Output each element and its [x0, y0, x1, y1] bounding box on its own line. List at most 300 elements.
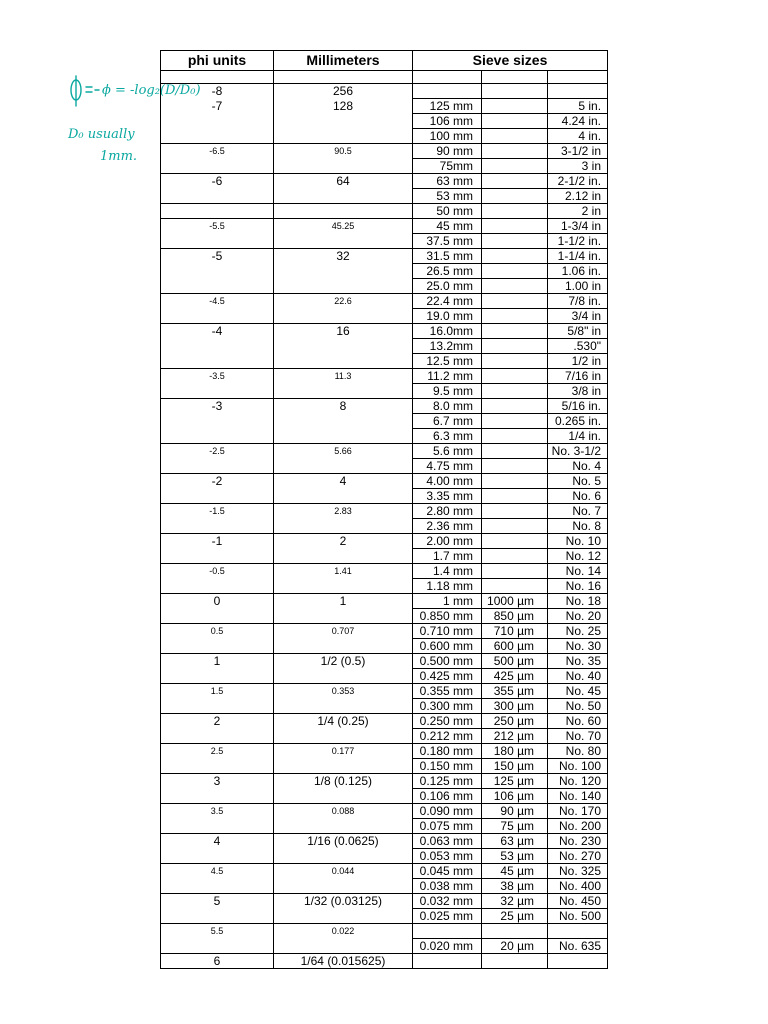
phi-cell: -4 [161, 324, 274, 339]
sieve-no-cell: No. 270 [548, 849, 608, 864]
phi-cell: -7 [161, 99, 274, 114]
sieve-no-cell: No. 4 [548, 459, 608, 474]
table-row [161, 444, 608, 459]
sieve-um-cell: 25 µm [482, 909, 548, 924]
phi-cell: 4.5 [161, 864, 274, 879]
sieve-mm-cell: 0.212 mm [413, 729, 482, 744]
sieve-no-cell: 1-1/4 in. [548, 249, 608, 264]
table-row [161, 624, 608, 639]
sieve-mm-cell: 0.125 mm [413, 774, 482, 789]
mm-cell [274, 549, 413, 564]
table-row [161, 954, 608, 969]
phi-cell [161, 354, 274, 369]
sieve-mm-cell: 4.75 mm [413, 459, 482, 474]
sieve-mm-cell: 19.0 mm [413, 309, 482, 324]
mm-cell [274, 789, 413, 804]
mm-cell [274, 909, 413, 924]
table-row [161, 879, 608, 894]
mm-cell [274, 819, 413, 834]
sieve-um-cell [482, 264, 548, 279]
sieve-mm-cell [413, 954, 482, 969]
phi-cell [161, 819, 274, 834]
sieve-um-cell: 710 µm [482, 624, 548, 639]
mm-cell: 1/4 (0.25) [274, 714, 413, 729]
phi-cell: 1 [161, 654, 274, 669]
mm-cell: 1 [274, 594, 413, 609]
table-row [161, 429, 608, 444]
mm-cell: 11.3 [274, 369, 413, 384]
note-line2: D₀ usually [68, 127, 135, 142]
sieve-mm-cell: 2.36 mm [413, 519, 482, 534]
sieve-mm-cell: 1.4 mm [413, 564, 482, 579]
table-row [161, 339, 608, 354]
sieve-mm-cell: 2.80 mm [413, 504, 482, 519]
mm-cell: 8 [274, 399, 413, 414]
table-row [161, 744, 608, 759]
sieve-no-cell: No. 25 [548, 624, 608, 639]
sieve-no-cell: No. 70 [548, 729, 608, 744]
phi-cell [161, 459, 274, 474]
sieve-mm-cell: 11.2 mm [413, 369, 482, 384]
table-row [161, 864, 608, 879]
mm-cell: 0.044 [274, 864, 413, 879]
phi-cell [161, 234, 274, 249]
sieve-mm-cell: 1.7 mm [413, 549, 482, 564]
sieve-um-cell [482, 399, 548, 414]
mm-cell: 0.088 [274, 804, 413, 819]
sieve-no-cell: No. 40 [548, 669, 608, 684]
sieve-mm-cell: 0.020 mm [413, 939, 482, 954]
sieve-mm-cell: 100 mm [413, 129, 482, 144]
table-row [161, 849, 608, 864]
table-row [161, 564, 608, 579]
sieve-um-cell [482, 189, 548, 204]
sieve-no-cell: No. 10 [548, 534, 608, 549]
sieve-no-cell: 5/8" in [548, 324, 608, 339]
mm-cell [274, 114, 413, 129]
mm-cell: 2 [274, 534, 413, 549]
phi-cell: -6 [161, 174, 274, 189]
phi-cell [161, 789, 274, 804]
sieve-um-cell: 53 µm [482, 849, 548, 864]
phi-cell [161, 939, 274, 954]
sieve-um-cell [482, 459, 548, 474]
mm-cell [274, 159, 413, 174]
sieve-mm-cell: 0.355 mm [413, 684, 482, 699]
sieve-no-cell: No. 500 [548, 909, 608, 924]
sieve-um-cell [482, 534, 548, 549]
sieve-no-cell: 2-1/2 in. [548, 174, 608, 189]
note-line3: 1mm. [100, 149, 138, 164]
phi-cell [161, 204, 274, 219]
phi-cell: -2 [161, 474, 274, 489]
phi-cell [161, 384, 274, 399]
sieve-no-cell: No. 5 [548, 474, 608, 489]
sieve-no-cell: 5 in. [548, 99, 608, 114]
mm-cell [274, 204, 413, 219]
sieve-mm-cell: 0.150 mm [413, 759, 482, 774]
phi-cell: -1.5 [161, 504, 274, 519]
phi-cell: -5 [161, 249, 274, 264]
phi-cell [161, 414, 274, 429]
mm-cell: 16 [274, 324, 413, 339]
note-formula: ϕ = -log₂(D/D₀) [102, 83, 201, 98]
phi-cell: 3.5 [161, 804, 274, 819]
phi-cell [161, 114, 274, 129]
sieve-mm-cell: 2.00 mm [413, 534, 482, 549]
sieve-no-cell: No. 120 [548, 774, 608, 789]
sieve-no-cell: No. 45 [548, 684, 608, 699]
phi-cell: 1.5 [161, 684, 274, 699]
table-row [161, 414, 608, 429]
sieve-um-cell [482, 234, 548, 249]
sieve-mm-cell: 6.7 mm [413, 414, 482, 429]
phi-cell: 0 [161, 594, 274, 609]
sieve-um-cell: 38 µm [482, 879, 548, 894]
sieve-mm-cell: 13.2mm [413, 339, 482, 354]
mm-cell [274, 459, 413, 474]
phi-cell: -5.5 [161, 219, 274, 234]
sieve-mm-cell: 26.5 mm [413, 264, 482, 279]
mm-cell [274, 279, 413, 294]
mm-cell [274, 519, 413, 534]
sieve-no-cell: No. 18 [548, 594, 608, 609]
sieve-um-cell: 63 µm [482, 834, 548, 849]
mm-cell: 1/32 (0.03125) [274, 894, 413, 909]
sieve-um-cell: 45 µm [482, 864, 548, 879]
sieve-um-cell: 90 µm [482, 804, 548, 819]
table-row [161, 579, 608, 594]
mm-cell: 4 [274, 474, 413, 489]
spacer-row [161, 71, 608, 84]
table-row [161, 774, 608, 789]
phi-cell: 2.5 [161, 744, 274, 759]
mm-cell: 1/64 (0.015625) [274, 954, 413, 969]
phi-cell [161, 699, 274, 714]
sieve-um-cell [482, 174, 548, 189]
phi-cell [161, 849, 274, 864]
table-row [161, 669, 608, 684]
sieve-mm-cell: 31.5 mm [413, 249, 482, 264]
table-row [161, 594, 608, 609]
phi-cell [161, 579, 274, 594]
mm-cell [274, 759, 413, 774]
sieve-mm-cell: 5.6 mm [413, 444, 482, 459]
mm-cell: 1/16 (0.0625) [274, 834, 413, 849]
sieve-mm-cell: 63 mm [413, 174, 482, 189]
phi-cell: -2.5 [161, 444, 274, 459]
mm-cell: 128 [274, 99, 413, 114]
sieve-um-cell: 600 µm [482, 639, 548, 654]
table-row [161, 99, 608, 114]
sieve-um-cell: 1000 µm [482, 594, 548, 609]
table-row [161, 234, 608, 249]
mm-cell [274, 129, 413, 144]
sieve-um-cell [482, 504, 548, 519]
sieve-mm-cell: 0.180 mm [413, 744, 482, 759]
sieve-no-cell: 2.12 in [548, 189, 608, 204]
sieve-mm-cell: 22.4 mm [413, 294, 482, 309]
table-row [161, 684, 608, 699]
mm-cell: 32 [274, 249, 413, 264]
mm-cell [274, 489, 413, 504]
mm-cell: 2.83 [274, 504, 413, 519]
sieve-mm-cell: 0.850 mm [413, 609, 482, 624]
sieve-no-cell: No. 170 [548, 804, 608, 819]
table-body [161, 71, 608, 969]
table-row [161, 279, 608, 294]
sieve-no-cell: 4.24 in. [548, 114, 608, 129]
phi-cell: -3.5 [161, 369, 274, 384]
table-row [161, 129, 608, 144]
table-row [161, 729, 608, 744]
sieve-um-cell [482, 564, 548, 579]
sieve-um-cell [482, 309, 548, 324]
sieve-no-cell: No. 60 [548, 714, 608, 729]
sieve-um-cell: 125 µm [482, 774, 548, 789]
header-phi: phi units [161, 51, 274, 71]
sieve-um-cell [482, 519, 548, 534]
mm-cell [274, 414, 413, 429]
sieve-no-cell: No. 35 [548, 654, 608, 669]
sieve-um-cell [482, 204, 548, 219]
sieve-um-cell [482, 579, 548, 594]
phi-cell [161, 639, 274, 654]
sieve-um-cell: 106 µm [482, 789, 548, 804]
sieve-um-cell: 300 µm [482, 699, 548, 714]
sieve-um-cell: 180 µm [482, 744, 548, 759]
table-row [161, 924, 608, 939]
sieve-no-cell: .530" [548, 339, 608, 354]
phi-cell [161, 909, 274, 924]
phi-cell [161, 489, 274, 504]
sieve-no-cell: No. 325 [548, 864, 608, 879]
sieve-um-cell [482, 219, 548, 234]
phi-cell [161, 429, 274, 444]
mm-cell [274, 354, 413, 369]
table-row [161, 219, 608, 234]
sieve-no-cell: 2 in [548, 204, 608, 219]
table-row [161, 369, 608, 384]
sieve-no-cell: 4 in. [548, 129, 608, 144]
phi-cell: -4.5 [161, 294, 274, 309]
phi-cell [161, 759, 274, 774]
mm-cell [274, 639, 413, 654]
mm-cell: 256 [274, 84, 413, 99]
sieve-um-cell [482, 114, 548, 129]
table-row [161, 384, 608, 399]
table-row [161, 459, 608, 474]
mm-cell [274, 384, 413, 399]
table-row [161, 354, 608, 369]
mm-cell [274, 234, 413, 249]
table-row [161, 324, 608, 339]
table-row [161, 819, 608, 834]
sieve-no-cell: No. 16 [548, 579, 608, 594]
mm-cell: 90.5 [274, 144, 413, 159]
mm-cell: 0.353 [274, 684, 413, 699]
header-mm: Millimeters [274, 51, 413, 71]
sieve-mm-cell: 0.063 mm [413, 834, 482, 849]
sieve-mm-cell: 106 mm [413, 114, 482, 129]
mm-cell: 22.6 [274, 294, 413, 309]
table-row [161, 264, 608, 279]
sieve-no-cell: No. 635 [548, 939, 608, 954]
phi-cell [161, 129, 274, 144]
mm-cell: 0.707 [274, 624, 413, 639]
phi-cell: -6.5 [161, 144, 274, 159]
sieve-no-cell: No. 3-1/2 [548, 444, 608, 459]
sieve-um-cell [482, 429, 548, 444]
phi-cell: 5.5 [161, 924, 274, 939]
table-row [161, 309, 608, 324]
sieve-no-cell: No. 80 [548, 744, 608, 759]
table-row [161, 639, 608, 654]
table-row [161, 714, 608, 729]
sieve-mm-cell: 6.3 mm [413, 429, 482, 444]
table-row [161, 894, 608, 909]
sieve-no-cell: 1/4 in. [548, 429, 608, 444]
sieve-um-cell [482, 414, 548, 429]
mm-cell [274, 609, 413, 624]
table-row [161, 249, 608, 264]
sieve-mm-cell: 0.300 mm [413, 699, 482, 714]
table-row [161, 204, 608, 219]
mm-cell [274, 429, 413, 444]
sieve-no-cell: No. 14 [548, 564, 608, 579]
sieve-mm-cell: 12.5 mm [413, 354, 482, 369]
table-row [161, 114, 608, 129]
sieve-no-cell: No. 140 [548, 789, 608, 804]
sieve-mm-cell: 0.090 mm [413, 804, 482, 819]
mm-cell [274, 729, 413, 744]
mm-cell [274, 339, 413, 354]
sieve-mm-cell: 50 mm [413, 204, 482, 219]
sieve-no-cell: 5/16 in. [548, 399, 608, 414]
sieve-um-cell [482, 294, 548, 309]
sieve-no-cell: No. 400 [548, 879, 608, 894]
sieve-no-cell: 1/2 in [548, 354, 608, 369]
sieve-no-cell: 3 in [548, 159, 608, 174]
mm-cell: 1/2 (0.5) [274, 654, 413, 669]
phi-cell: -8 [161, 84, 274, 99]
sieve-mm-cell: 37.5 mm [413, 234, 482, 249]
sieve-um-cell: 500 µm [482, 654, 548, 669]
mm-cell: 5.66 [274, 444, 413, 459]
sieve-um-cell [482, 924, 548, 939]
table-row [161, 534, 608, 549]
sieve-no-cell: No. 20 [548, 609, 608, 624]
sieve-no-cell [548, 954, 608, 969]
sieve-um-cell [482, 144, 548, 159]
sieve-mm-cell: 0.038 mm [413, 879, 482, 894]
table-row [161, 519, 608, 534]
sieve-mm-cell: 0.710 mm [413, 624, 482, 639]
sieve-no-cell: No. 200 [548, 819, 608, 834]
sieve-mm-cell: 25.0 mm [413, 279, 482, 294]
mm-cell [274, 939, 413, 954]
phi-cell [161, 279, 274, 294]
sieve-um-cell: 32 µm [482, 894, 548, 909]
sieve-um-cell [482, 324, 548, 339]
header-sieve: Sieve sizes [413, 51, 608, 71]
table-row [161, 699, 608, 714]
mm-cell [274, 879, 413, 894]
sieve-um-cell [482, 354, 548, 369]
table-row [161, 504, 608, 519]
sieve-no-cell: 1.00 in [548, 279, 608, 294]
mm-cell [274, 264, 413, 279]
sieve-um-cell [482, 549, 548, 564]
phi-cell: 6 [161, 954, 274, 969]
sieve-no-cell: 1.06 in. [548, 264, 608, 279]
sieve-mm-cell: 90 mm [413, 144, 482, 159]
sieve-mm-cell: 0.600 mm [413, 639, 482, 654]
sieve-mm-cell: 3.35 mm [413, 489, 482, 504]
sieve-mm-cell: 45 mm [413, 219, 482, 234]
sieve-um-cell [482, 249, 548, 264]
sieve-um-cell: 150 µm [482, 759, 548, 774]
phi-cell [161, 609, 274, 624]
sieve-no-cell: 3/8 in [548, 384, 608, 399]
table-row [161, 474, 608, 489]
sieve-um-cell [482, 99, 548, 114]
phi-cell: 4 [161, 834, 274, 849]
sieve-mm-cell: 1 mm [413, 594, 482, 609]
sieve-no-cell [548, 84, 608, 99]
sieve-no-cell: 7/16 in [548, 369, 608, 384]
table-row [161, 84, 608, 99]
table-row [161, 834, 608, 849]
table-row [161, 489, 608, 504]
sieve-um-cell: 212 µm [482, 729, 548, 744]
sieve-um-cell [482, 279, 548, 294]
sieve-no-cell: 0.265 in. [548, 414, 608, 429]
mm-cell [274, 699, 413, 714]
table-row [161, 654, 608, 669]
sieve-um-cell: 20 µm [482, 939, 548, 954]
sieve-um-cell [482, 159, 548, 174]
sieve-um-cell [482, 444, 548, 459]
sieve-no-cell: No. 6 [548, 489, 608, 504]
table-row [161, 294, 608, 309]
mm-cell: 64 [274, 174, 413, 189]
sieve-um-cell [482, 84, 548, 99]
table-row [161, 609, 608, 624]
sieve-mm-cell: 0.106 mm [413, 789, 482, 804]
table-row [161, 909, 608, 924]
table-row [161, 399, 608, 414]
sieve-no-cell: 1-1/2 in. [548, 234, 608, 249]
sieve-um-cell: 75 µm [482, 819, 548, 834]
phi-cell: 0.5 [161, 624, 274, 639]
mm-cell: 0.022 [274, 924, 413, 939]
phi-cell [161, 264, 274, 279]
table-row [161, 759, 608, 774]
table-row [161, 159, 608, 174]
phi-cell [161, 669, 274, 684]
mm-cell: 1.41 [274, 564, 413, 579]
sieve-mm-cell [413, 924, 482, 939]
sieve-no-cell [548, 924, 608, 939]
sieve-mm-cell: 8.0 mm [413, 399, 482, 414]
mm-cell [274, 579, 413, 594]
sieve-mm-cell: 1.18 mm [413, 579, 482, 594]
sieve-mm-cell: 0.250 mm [413, 714, 482, 729]
table-row [161, 144, 608, 159]
sieve-um-cell [482, 384, 548, 399]
sieve-no-cell: No. 100 [548, 759, 608, 774]
